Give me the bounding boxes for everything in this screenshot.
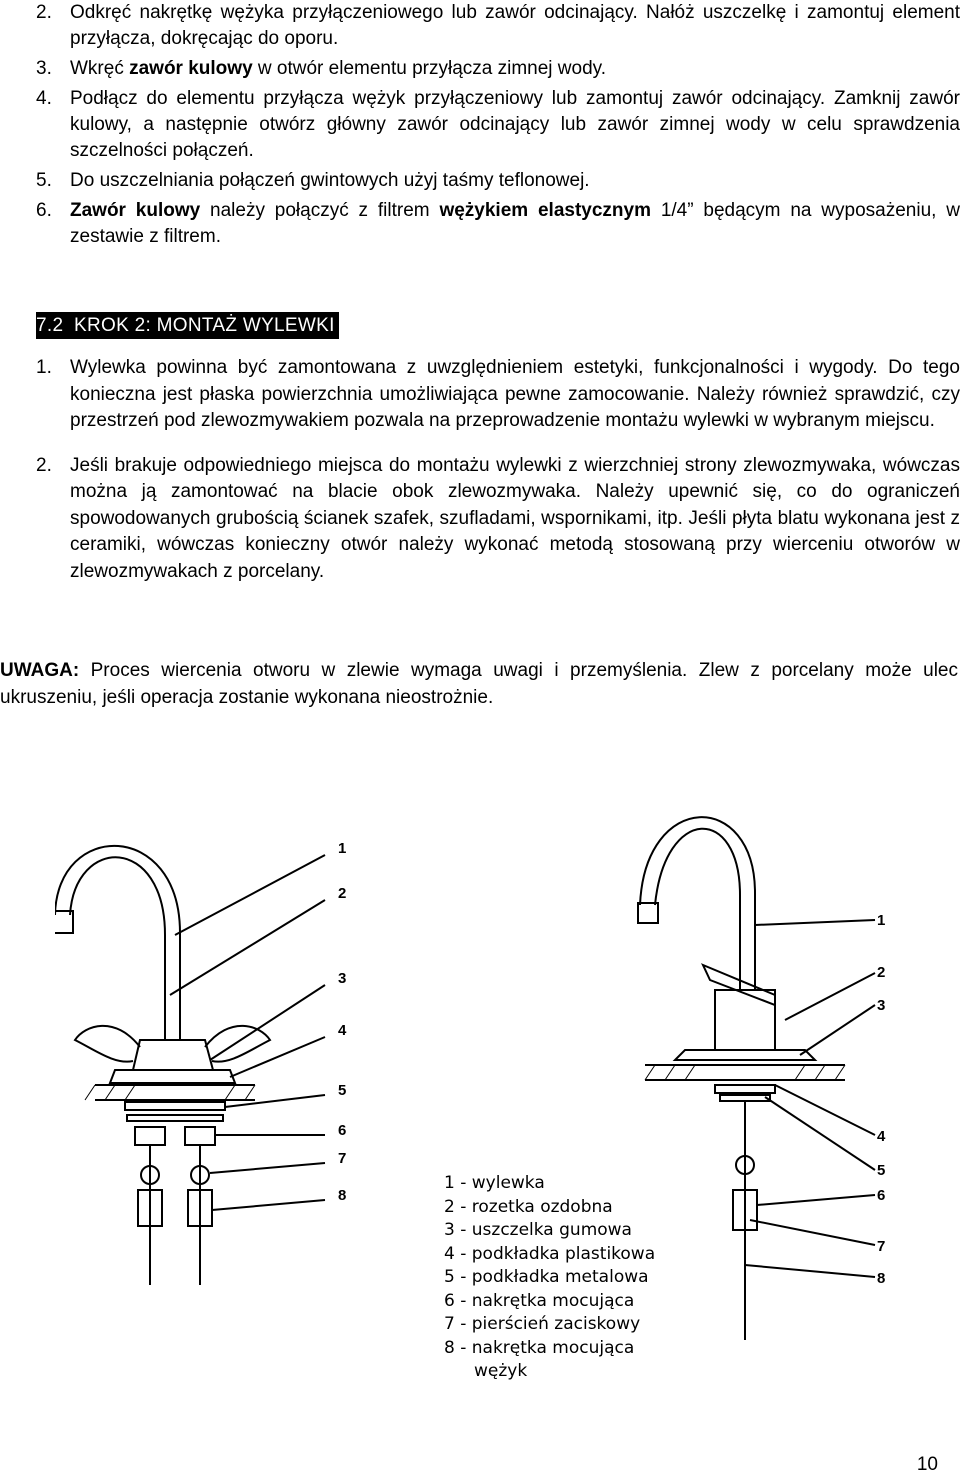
item-text: 1/4” będącym na wyposażeniu, w zestawie z filtrem. (70, 200, 960, 247)
legend-item: 6 - nakrętka mocująca (444, 1290, 635, 1311)
callout-label: 6 (877, 1187, 886, 1204)
callout-label: 4 (338, 1022, 347, 1039)
legend-item: wężyk (474, 1361, 528, 1381)
item-text: Wkręć (70, 58, 130, 79)
section-number: 7.2 (36, 315, 64, 336)
callout-label: 8 (338, 1187, 347, 1204)
decorative-rosette (675, 1050, 815, 1060)
item-text: w otwór elementu przyłącza zimnej wody. (252, 58, 607, 79)
legend-item: 8 - nakrętka mocująca (444, 1337, 635, 1358)
section-heading (36, 312, 339, 339)
list-item (36, 0, 960, 52)
warning-note (0, 657, 958, 711)
item-text-bold: Zawór kulowy (70, 200, 201, 221)
legend-item: 2 - rozetka ozdobna (444, 1196, 613, 1217)
faucet-body (133, 1040, 213, 1070)
callout-label: 3 (877, 997, 886, 1014)
list-item (36, 355, 960, 435)
callout-label: 6 (338, 1122, 347, 1139)
callout-label: 8 (877, 1270, 886, 1287)
legend-item: 4 - podkładka plastikowa (444, 1243, 656, 1264)
steps-list-top (36, 0, 960, 254)
item-text: Do uszczelniania połączeń gwintowych użyj taśmy teflonowej. (70, 170, 590, 191)
spout-outline (70, 857, 165, 1040)
callout-label: 2 (877, 964, 886, 981)
item-text: Odkręć nakrętkę wężyka przyłączeniowego lub zawór odcinający. Nałóż uszczelkę i zamontuj element przyłącza, dokręcając do oporu. (70, 2, 960, 49)
item-text-bold: wężykiem elastycznym (439, 200, 651, 221)
legend-item: 7 - pierścień zaciskowy (444, 1314, 641, 1334)
callout-label: 7 (877, 1238, 886, 1255)
warning-text: Proces wiercenia otworu w zlewie wymaga uwagi i przemyślenia. Zlew z porcelany może ulec ukruszeniu, jeśli operacja zostanie wykonana nieostrożnie. (0, 660, 958, 708)
spout-outline (55, 846, 180, 1040)
left-handle (75, 1026, 140, 1062)
item-number: 4. (36, 88, 52, 109)
section-title: KROK 2: MONTAŻ WYLEWKI (74, 315, 335, 336)
callout-label: 1 (877, 912, 886, 929)
item-number: 3. (36, 58, 52, 79)
legend-item: 1 - wylewka (444, 1173, 545, 1193)
item-number: 5. (36, 170, 52, 191)
warning-label: UWAGA: (0, 660, 80, 681)
list-item (36, 86, 960, 164)
callout-label: 5 (338, 1082, 347, 1099)
legend-item: 5 - podkładka metalowa (444, 1267, 649, 1287)
callout-label: 3 (338, 970, 347, 987)
item-text: należy połączyć z filtrem (200, 200, 440, 221)
list-item (36, 453, 960, 586)
item-number: 2. (36, 454, 52, 476)
callout-label: 7 (338, 1150, 347, 1167)
item-number: 6. (36, 200, 52, 221)
list-item (36, 168, 960, 194)
page-number: 10 (916, 1454, 938, 1475)
callout-label: 5 (877, 1162, 886, 1179)
item-number: 1. (36, 357, 52, 378)
decorative-rosette (110, 1070, 235, 1083)
faucet-body (715, 990, 775, 1050)
list-item (36, 198, 960, 250)
callout-label: 1 (338, 840, 347, 857)
item-text: Wylewka powinna być zamontowana z uwzględnieniem estetyki, funkcjonalności i wygody. Do tego konieczna jest płaska powierzchnia umożliwiająca pewne zamocowanie. Należy również sprawdzić, czy przestrzeń pod zlewozmywakiem pozwala na przeprowadzenie montażu wylewki w wybranym miejscu. (70, 357, 960, 431)
parts-legend (444, 1172, 655, 1384)
item-text: Podłącz do elementu przyłącza wężyk przyłączeniowy lub zamontuj zawór odcinający. Zamknij zawór kulowy, a następnie otwórz główny zawór odcinający lub zawór zimnej wody w celu sprawdzenia szczelności połączeń. (70, 88, 960, 161)
spout-tip (638, 903, 658, 923)
steps-list-section (36, 355, 960, 603)
spout-outline (655, 829, 740, 990)
faucet-diagram-left (55, 815, 385, 1335)
item-text: Jeśli brakuje odpowiedniego miejsca do montażu wylewki z wierzchniej strony zlewozmywaka, wówczas można ją zamontować na blacie obok zlewozmywaka. Należy upewnić się, co do ograniczeń spowodowanych grubością ścianek szafek, szufladami, wspornikami, itp. Jeśli płyta blatu wykonana jest z ceramiki, wówczas konieczny otwór należy wykonać metodą stosowaną przy wierceniu otworów w zlewozmywakach z porcelany. (70, 454, 960, 582)
callout-label: 2 (338, 885, 347, 902)
item-text-bold: zawór kulowy (129, 58, 253, 79)
list-item (36, 56, 960, 82)
item-number: 2. (36, 2, 52, 23)
callout-label: 4 (877, 1128, 886, 1145)
legend-item: 3 - uszczelka gumowa (444, 1220, 632, 1240)
